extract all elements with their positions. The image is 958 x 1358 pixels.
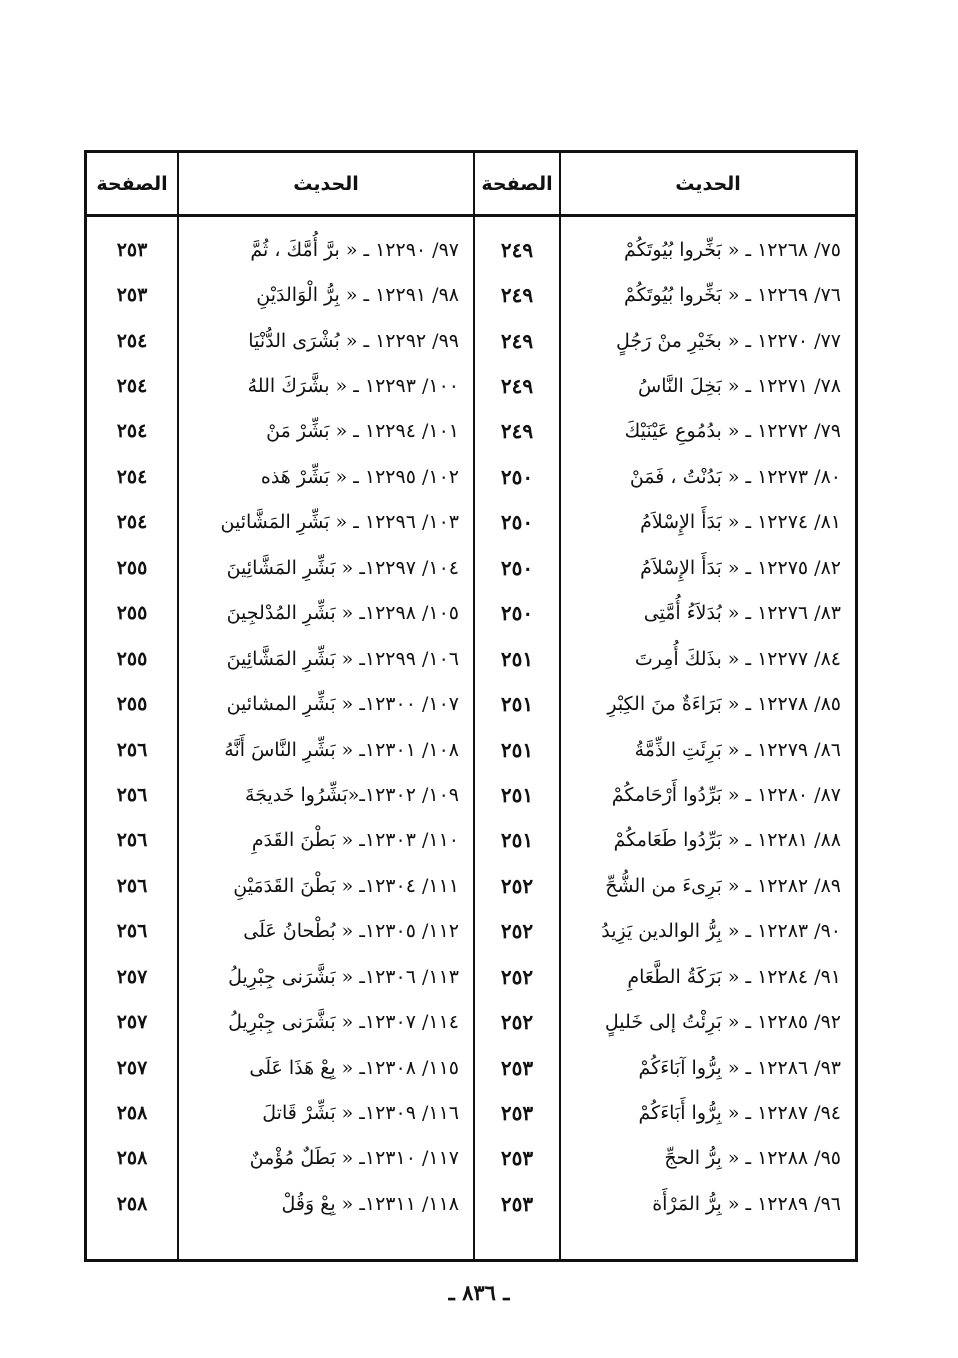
page-ref: ٢٥٠ (500, 510, 534, 535)
page-ref: ٢٥٣ (500, 1191, 534, 1216)
hadith-entry: ١١٥/ ١٢٣٠٨ـ « بِعْ هَذَا عَلَى (249, 1056, 459, 1079)
page-column-right (473, 153, 559, 1259)
page-ref: ٢٥٨ (116, 1147, 148, 1170)
hadith-entry: ١١٢/ ١٢٣٠٥ـ « بُطْحانُ عَلَى (243, 920, 459, 943)
hadith-entry: ٩٨/ ١٢٢٩١ ـ « بِرُّ الْوَالدَيْنِ (256, 284, 459, 307)
hadith-entry: ٧٩/ ١٢٢٧٢ ـ « بدُمُوعِ عَيْنَيْكَ (624, 420, 841, 443)
hadith-entry: ١٠٣/ ١٢٢٩٦ ـ « بَشِّرِ المَشَّائين (220, 511, 459, 534)
header-hadith-left: الحديث (179, 153, 473, 217)
hadith-entry: ٨٧/ ١٢٢٨٠ ـ « بَرِّدُوا أَرْحَامكُمْ (611, 783, 841, 806)
header-page-left: الصفحة (87, 153, 177, 217)
hadith-entry: ١٠٥/ ١٢٢٩٨ـ « بَشِّرِ المُدْلجِينَ (226, 602, 459, 625)
hadith-entry: ١١٨/ ١٢٣١١ـ « بِعْ وَقُلْ (281, 1192, 459, 1215)
hadith-entry: ٨٢/ ١٢٢٧٥ ـ « بَدَأَ الإِسْلاَمُ (640, 556, 841, 579)
hadith-entry: ٨١/ ١٢٢٧٤ ـ « بَدَأَ الإِسْلاَمُ (640, 511, 841, 534)
hadith-entry: ٩٩/ ١٢٢٩٢ ـ « بُشْرَى الدُّنْيَا (248, 329, 459, 352)
page-ref: ٢٥١ (500, 737, 534, 762)
page-ref: ٢٥٨ (116, 1192, 148, 1215)
hadith-entry: ١٠٩/ ١٢٣٠٢ـ«بَشِّرُوا خَديجَةَ (245, 783, 459, 806)
index-table (84, 150, 858, 1262)
page-ref: ٢٥٣ (500, 1101, 534, 1126)
page-ref: ٢٥٢ (500, 919, 534, 944)
page-ref: ٢٥٧ (116, 1011, 148, 1034)
page-ref: ٢٥٣ (500, 1055, 534, 1080)
hadith-entry: ١١١/ ١٢٣٠٤ـ « بَطْنَ القَدَمَيْنِ (233, 874, 459, 897)
hadith-entry: ٨٨/ ١٢٢٨١ ـ « بَرِّدُوا طَعَامكُمْ (613, 829, 841, 852)
hadith-entry: ١١٦/ ١٢٣٠٩ـ « بَشِّرْ قَاتلَ (262, 1102, 459, 1125)
hadith-entry: ١٠٤/ ١٢٢٩٧ـ « بَشِّرِ المَشَّائِينَ (226, 556, 459, 579)
page-ref: ٢٤٩ (500, 237, 534, 262)
page-ref: ٢٥٥ (116, 693, 148, 716)
hadith-entry: ٩١/ ١٢٢٨٤ ـ « بَرَكَةُ الطَّعَامِ (627, 965, 841, 988)
page-list-left (87, 217, 177, 1227)
hadith-entry: ٧٨/ ١٢٢٧١ ـ « بَخِلَ النَّاسُ (638, 375, 841, 398)
page-ref: ٢٥٦ (116, 920, 148, 943)
header-page-right: الصفحة (475, 153, 559, 217)
hadith-entry: ١٠١/ ١٢٢٩٤ ـ « بَشِّرْ مَنْ (266, 420, 459, 443)
page-list-right (475, 217, 559, 1227)
hadith-entry: ١٠٦/ ١٢٢٩٩ـ « بَشِّرِ المَشَّائِينَ (226, 647, 459, 670)
hadith-list-right (561, 217, 855, 1227)
page-ref: ٢٤٩ (500, 328, 534, 353)
hadith-column-left (177, 153, 473, 1259)
page-ref: ٢٥٧ (116, 965, 148, 988)
hadith-entry: ٧٦/ ١٢٢٦٩ ـ « بَخِّروا بُيُوتَكُمْ (623, 284, 841, 307)
page-ref: ٢٥٦ (116, 874, 148, 897)
hadith-entry: ١٠٨/ ١٢٣٠١ـ « بَشِّرِ النَّاسَ أَنَّهُ (224, 738, 459, 761)
hadith-entry: ٩٣/ ١٢٢٨٦ ـ « بِرُّوا آبَاءَكُمْ (638, 1056, 841, 1079)
page-ref: ٢٥٥ (116, 602, 148, 625)
page-ref: ٢٥٤ (116, 511, 148, 534)
hadith-entry: ١٠٢/ ١٢٢٩٥ ـ « بَشِّرْ هَذه (260, 465, 459, 488)
hadith-entry: ٩٥/ ١٢٢٨٨ ـ « بِرُّ الحجِّ (664, 1147, 841, 1170)
page-ref: ٢٥١ (500, 782, 534, 807)
page-ref: ٢٥٦ (116, 829, 148, 852)
hadith-entry: ١١٤/ ١٢٣٠٧ـ « بَشَّرَنى جِبْرِيلُ (228, 1011, 459, 1034)
page-ref: ٢٥٤ (116, 375, 148, 398)
hadith-entry: ١١٣/ ١٢٣٠٦ـ « بَشَّرَنى جِبْرِيلُ (228, 965, 459, 988)
hadith-entry: ٨٣/ ١٢٢٧٦ ـ « بُدَلاَءُ أُمَّتِى (643, 602, 841, 625)
hadith-entry: ١٠٧/ ١٢٣٠٠ـ « بَشِّرِ المشائين (226, 693, 459, 716)
page-ref: ٢٥٠ (500, 601, 534, 626)
hadith-entry: ٨٤/ ١٢٢٧٧ ـ « بذَلكَ أُمِرتَ (634, 647, 841, 670)
hadith-entry: ١٠٠/ ١٢٢٩٣ ـ « بشَّرَكَ اللهُ (247, 375, 459, 398)
hadith-entry: ٩٧/ ١٢٢٩٠ ـ « برَّ أُمَّكَ ، ثُمَّ (250, 238, 459, 261)
hadith-entry: ٩٠/ ١٢٢٨٣ ـ « بِرُّ الوالدين يَزِيدُ (601, 920, 841, 943)
hadith-entry: ٩٢/ ١٢٢٨٥ ـ « بَرِئْتُ إلى خَليلٍ (604, 1011, 841, 1034)
page-ref: ٢٤٩ (500, 374, 534, 399)
hadith-column-right (559, 153, 855, 1259)
hadith-entry: ٧٧/ ١٢٢٧٠ ـ « بخَيْرِ منْ رَجُلٍ (615, 329, 841, 352)
page-ref: ٢٥٨ (116, 1102, 148, 1125)
hadith-entry: ١١٠/ ١٢٣٠٣ـ « بَطْنَ القَدَمِ (251, 829, 459, 852)
hadith-entry: ٨٥/ ١٢٢٧٨ ـ « بَرَاءَةٌ منَ الكِبْرِ (607, 693, 841, 716)
hadith-entry: ٧٥/ ١٢٢٦٨ ـ « بَخِّروا بُيُوتَكُمْ (623, 238, 841, 261)
page-ref: ٢٥٤ (116, 329, 148, 352)
page-ref: ٢٥٦ (116, 783, 148, 806)
page-ref: ٢٥٣ (116, 238, 148, 261)
page-ref: ٢٥٢ (500, 1010, 534, 1035)
page-ref: ٢٥٤ (116, 420, 148, 443)
page-ref: ٢٥٥ (116, 556, 148, 579)
hadith-entry: ٨٦/ ١٢٢٧٩ ـ « بَرِئَتِ الذِّمَّةُ (634, 738, 841, 761)
hadith-entry: ٩٤/ ١٢٢٨٧ ـ « بِرُّوا أَبَاءَكُمْ (638, 1102, 841, 1125)
hadith-entry: ٨٠/ ١٢٢٧٣ ـ « بَدُنْتُ ، فَمَنْ (629, 465, 841, 488)
header-hadith-right: الحديث (561, 153, 855, 217)
page-ref: ٢٥٥ (116, 647, 148, 670)
hadith-entry: ٩٦/ ١٢٢٨٩ ـ « بِرُّ المَرْأَة (652, 1192, 841, 1215)
page-ref: ٢٥٢ (500, 964, 534, 989)
page-ref: ٢٤٩ (500, 283, 534, 308)
page-ref: ٢٥٧ (116, 1056, 148, 1079)
hadith-entry: ٨٩/ ١٢٢٨٢ ـ « بَرِىءَ من الشُّحِّ (605, 874, 841, 897)
page-ref: ٢٥٢ (500, 873, 534, 898)
page-ref: ٢٥١ (500, 646, 534, 671)
page-ref: ٢٤٩ (500, 419, 534, 444)
page-ref: ٢٥٠ (500, 464, 534, 489)
page-ref: ٢٥١ (500, 692, 534, 717)
page-ref: ٢٥٦ (116, 738, 148, 761)
page-ref: ٢٥٤ (116, 465, 148, 488)
hadith-entry: ١١٧/ ١٢٣١٠ـ « بَطَلٌ مُؤْمنٌ (249, 1147, 459, 1170)
page-ref: ٢٥٣ (116, 284, 148, 307)
page-number: ـ ٨٣٦ ـ (448, 1280, 510, 1305)
page-column-left (87, 153, 177, 1259)
page-ref: ٢٥٣ (500, 1146, 534, 1171)
page-ref: ٢٥١ (500, 828, 534, 853)
page-ref: ٢٥٠ (500, 555, 534, 580)
hadith-list-left (179, 217, 473, 1227)
